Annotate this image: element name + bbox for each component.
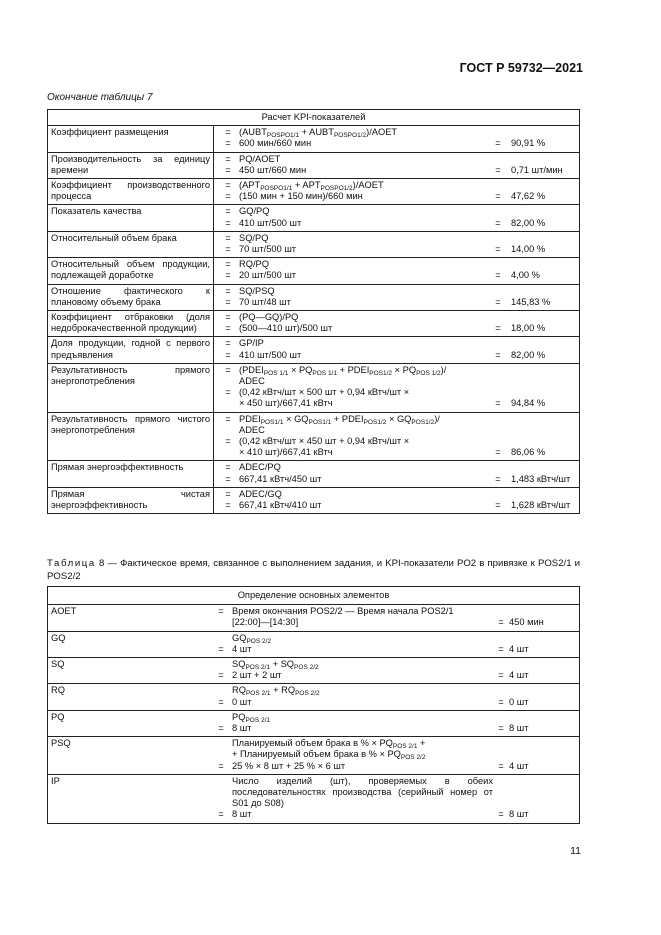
calculation: 20 шт/500 шт <box>239 270 297 281</box>
result-value: 8 шт <box>509 809 529 820</box>
calculation: 667,41 кВтч/410 шт <box>239 500 322 511</box>
result-value: 47,62 % <box>511 191 546 202</box>
table-continuation-label: Окончание таблицы 7 <box>47 92 153 103</box>
calculation: [22:00]—[14:30] <box>232 617 299 628</box>
table-row: GQ $GQ_{POS 2/2}$ = 4 шт = 4 шт <box>48 631 580 657</box>
row-label: Отношение фактического к плановому объему брака <box>48 284 214 310</box>
table-row: Показатель качества = GQ/PQ = 410 шт/500 шт = 82,00 % <box>48 205 580 231</box>
result-value: 82,00 % <box>511 349 546 360</box>
table-row: PQ $PQ_{POS 2/1}$ = 8 шт = 8 шт <box>48 710 580 736</box>
calculation: 667,41 кВтч/450 шт <box>239 473 322 484</box>
elements-table <box>47 586 580 824</box>
formula: Планируемый объем брака в % × $PQ_{POS 2/1}$ + <box>232 738 426 751</box>
calculation: 2 шт + 2 шт <box>232 670 282 681</box>
formula: $RQ_{POS 2/1} + RQ_{POS 2/2}$ <box>232 685 320 698</box>
row-label: SQ <box>51 659 65 670</box>
row-label: Показатель качества <box>48 205 214 231</box>
calculation: (150 мин + 150 мин)/660 мин <box>239 191 363 202</box>
formula: SQ/PQ <box>239 232 269 243</box>
formula: ($APT_{POSPO1/1}$ + $APT_{POSPO1/2}$)/AOET <box>239 180 384 193</box>
row-label: RQ <box>51 685 65 696</box>
table-row: RQ $RQ_{POS 2/1} + RQ_{POS 2/2}$ = 0 шт = 0 шт <box>48 684 580 710</box>
result-value: 14,00 % <box>511 244 546 255</box>
result-value: 1,483 кВтч/шт <box>511 473 571 484</box>
table8-caption: Таблица 8 — Фактическое время, связанное с выполнением задания, и KPI-показатели PO2 в привязке к POS2/1 и POS2/2 <box>47 558 580 582</box>
result-value: 450 мин <box>509 617 544 628</box>
standard-number: ГОСТ Р 59732—2021 <box>459 61 583 75</box>
result-value: 94,84 % <box>511 398 546 409</box>
row-label: Коэффициент размещения <box>48 126 214 152</box>
formula: $PQ_{POS 2/1}$ <box>232 711 271 724</box>
row-label: PQ <box>51 711 65 722</box>
table-row: AOET = Время окончания POS2/2 — Время начала POS2/1 [22:00]—[14:30] = 450 мин <box>48 605 580 631</box>
table-row: Результативность прямого чистого энергопотребления = $PDEI_{POS1/1} \times GQ_{POS1/1}$ + $PDEI_{POS1/2} \times GQ_{POS1/2})/$ ADEC = (0,42 кВтч/шт × 450 шт + 0,94 кВтч/шт × × 410 шт)/667,41 кВтч = 86,06 % <box>48 412 580 461</box>
table-row: Коэффициент отбраковки (доля недоброкачественной продукции) = (PQ—GQ)/PQ = (500—410 шт)/500 шт = 18,00 % <box>48 311 580 337</box>
table-row: Относительный объем брака = SQ/PQ = 70 шт/500 шт = 14,00 % <box>48 231 580 257</box>
result-value: 0 шт <box>509 696 529 707</box>
row-label: Относительный объем продукции, подлежащей доработке <box>48 258 214 284</box>
table-row: IP Число изделий (шт), проверяемых в обеих последовательностях производства (серийный номер от S01 до S08) = 8 шт = 8 шт <box>48 774 580 823</box>
formula: GQ/PQ <box>239 206 270 217</box>
row-label: PSQ <box>51 738 71 749</box>
row-label: Коэффициент отбраковки (доля недоброкачественной продукции) <box>48 311 214 337</box>
formula-line2: + Планируемый объем брака в % × $PQ_{POS 2/2}$ <box>232 749 426 762</box>
calculation: 410 шт/500 шт <box>239 217 302 228</box>
result-value: 4 шт <box>509 760 529 771</box>
kpi-table <box>47 109 580 514</box>
row-label: AOET <box>51 606 77 617</box>
calculation: 600 мин/660 мин <box>239 138 312 149</box>
formula: PQ/AOET <box>239 153 281 164</box>
kpi-table-title: Расчет KPI-показателей <box>48 110 580 126</box>
result-value: 82,00 % <box>511 217 546 228</box>
formula: GP/IP <box>239 338 264 349</box>
calculation: 70 шт/500 шт <box>239 244 297 255</box>
result-value: 90,91 % <box>511 138 546 149</box>
row-label: Производительность за единицу времени <box>48 152 214 178</box>
result-value: 4,00 % <box>511 270 540 281</box>
formula: Число изделий (шт), проверяемых в обеих последовательностях производства (серийный номер от S01 до S08) <box>232 775 493 809</box>
formula: Время окончания POS2/2 — Время начала POS2/1 <box>232 606 454 617</box>
table-row: Прямая чистая энергоэффективность = ADEC/GQ = 667,41 кВтч/410 шт = 1,628 кВтч/шт <box>48 487 580 513</box>
table-row: Доля продукции, годной с первого предъявления = GP/IP = 410 шт/500 шт = 82,00 % <box>48 337 580 363</box>
calculation: 410 шт/500 шт <box>239 349 302 360</box>
calculation: 450 шт/660 мин <box>239 164 307 175</box>
row-label: Прямая чистая энергоэффективность <box>48 487 214 513</box>
calculation: (0,42 кВтч/шт × 450 шт + 0,94 кВтч/шт × <box>239 436 410 447</box>
result-value: 4 шт <box>509 670 529 681</box>
result-value: 1,628 кВтч/шт <box>511 500 571 511</box>
result-value: 0,71 шт/мин <box>511 164 563 175</box>
row-label: IP <box>51 775 60 786</box>
row-label: GQ <box>51 632 66 643</box>
table-row: Относительный объем продукции, подлежащей доработке = RQ/PQ = 20 шт/500 шт = 4,00 % <box>48 258 580 284</box>
formula: $PDEI_{POS1/1} \times GQ_{POS1/1}$ + $PDEI_{POS1/2} \times GQ_{POS1/2})/$ <box>239 413 440 426</box>
table-row: Коэффициент производственного процесса = ($APT_{POSPO1/1}$ + $APT_{POSPO1/2}$)/AOET = (150 мин + 150 мин)/660 мин = 47,62 % <box>48 179 580 205</box>
calculation: 8 шт <box>232 809 252 820</box>
table-row: Отношение фактического к плановому объему брака = SQ/PSQ = 70 шт/48 шт = 145,83 % <box>48 284 580 310</box>
result-value: 18,00 % <box>511 323 546 334</box>
formula: $SQ_{POS 2/1} + SQ_{POS 2/2}$ <box>232 659 319 672</box>
table-row: PSQ Планируемый объем брака в % × $PQ_{POS 2/1}$ + + Планируемый объем брака в % × $PQ_{POS 2/2}$ = 25 % × 8 шт + 25 % × 6 шт = 4 шт <box>48 737 580 775</box>
result-value: 4 шт <box>509 643 529 654</box>
page-number: 11 <box>570 845 581 857</box>
row-label: Результативность прямого чистого энергопотребления <box>48 412 214 461</box>
row-label: Доля продукции, годной с первого предъявления <box>48 337 214 363</box>
formula: $GQ_{POS 2/2}$ <box>232 632 272 645</box>
calculation: (0,42 кВтч/шт × 500 шт + 0,94 кВтч/шт × <box>239 387 410 398</box>
formula: ($PDEI_{POS 1/1} \times PQ_{POS 1/1}$ + $PDEI_{POS1/2} \times PQ_{POS 1/2})/$ <box>239 364 447 377</box>
table-row: SQ $SQ_{POS 2/1} + SQ_{POS 2/2}$ = 2 шт + 2 шт = 4 шт <box>48 658 580 684</box>
calculation: 25 % × 8 шт + 25 % × 6 шт <box>232 760 346 771</box>
result-value: 86,06 % <box>511 447 546 458</box>
elements-table-title: Определение основных элементов <box>48 587 580 605</box>
formula: ADEC/GQ <box>239 488 282 499</box>
row-label: Коэффициент производственного процесса <box>48 179 214 205</box>
formula: ($AUBT_{POSPO1/1}$ + $AUBT_{POSPO1/2}$)/AOET <box>239 127 398 140</box>
row-label: Прямая энергоэффективность <box>48 461 214 487</box>
row-label: Относительный объем брака <box>48 231 214 257</box>
formula: (PQ—GQ)/PQ <box>239 312 299 323</box>
row-label: Результативность прямого энергопотребления <box>48 363 214 412</box>
formula: SQ/PSQ <box>239 285 275 296</box>
result-value: 145,83 % <box>511 296 551 307</box>
table-row: Результативность прямого энергопотребления = ($PDEI_{POS 1/1} \times PQ_{POS 1/1}$ + $PDEI_{POS1/2} \times PQ_{POS 1/2})/$ ADEC = (0,42 кВтч/шт × 500 шт + 0,94 кВтч/шт × × 450 шт)/667,41 кВтч = 94,84 % <box>48 363 580 412</box>
table-row: Коэффициент размещения = ($AUBT_{POSPO1/1}$ + $AUBT_{POSPO1/2}$)/AOET = 600 мин/660 мин = 90,91 % <box>48 126 580 152</box>
formula: ADEC/PQ <box>239 462 281 473</box>
calculation: 4 шт <box>232 643 252 654</box>
calculation: 70 шт/48 шт <box>239 296 291 307</box>
formula: RQ/PQ <box>239 259 269 270</box>
calculation: 0 шт <box>232 696 252 707</box>
table-row: Прямая энергоэффективность = ADEC/PQ = 667,41 кВтч/450 шт = 1,483 кВтч/шт <box>48 461 580 487</box>
calculation: 8 шт <box>232 723 252 734</box>
calculation: (500—410 шт)/500 шт <box>239 323 333 334</box>
result-value: 8 шт <box>509 723 529 734</box>
table-row: Производительность за единицу времени = PQ/AOET = 450 шт/660 мин = 0,71 шт/мин <box>48 152 580 178</box>
